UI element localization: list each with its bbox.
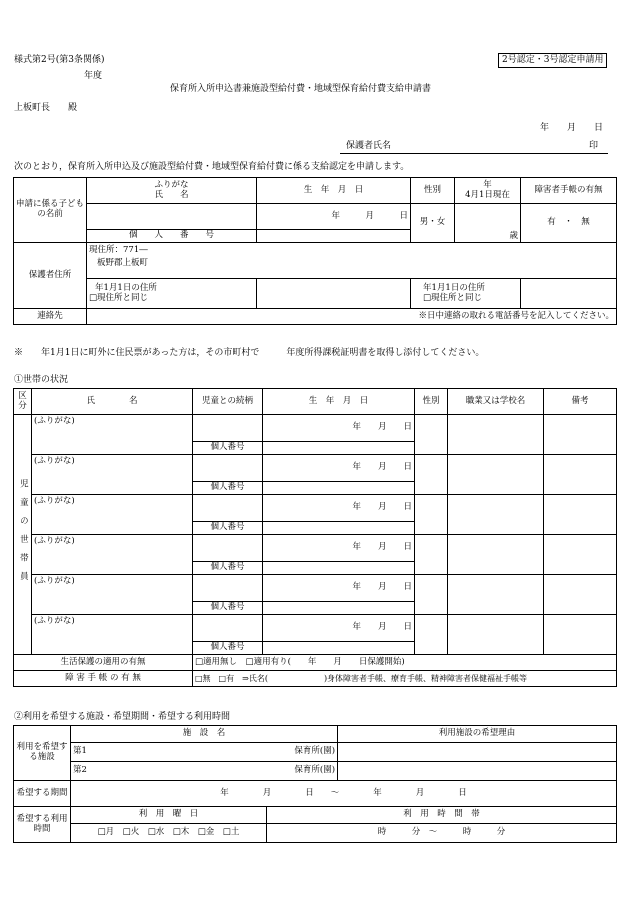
member-id-label: 個人番号 [193,642,263,655]
days-checkboxes[interactable]: □月 □火 □水 □木 □金 □土 [71,824,267,843]
member-id-label: 個人番号 [193,482,263,495]
first-reason-field[interactable] [338,743,617,762]
fiscal-year-label: 年度 [84,71,103,81]
member-birthdate-field[interactable]: 年 月 日 [263,455,415,482]
member-birthdate-field[interactable]: 年 月 日 [263,575,415,602]
member-remarks-field[interactable] [544,575,617,615]
guardian-address-label: 保護者住所 [14,243,87,309]
hours-field[interactable]: 時 分 ～ 時 分 [267,824,617,843]
handbook-field[interactable]: □無 □有 ⇒氏名( )身体障害者手帳、療育手帳、精神障害者保健福祉手帳等 [193,671,617,687]
member-id-grid[interactable] [263,442,415,455]
member-sex-field[interactable] [415,575,448,615]
member-sex-field[interactable] [415,415,448,455]
furigana-name-header: ふりがな 氏 名 [87,178,257,204]
member-name-field[interactable]: (ふりがな) [32,415,193,455]
jan1-address-field-2[interactable] [521,279,617,309]
member-id-label: 個人番号 [193,522,263,535]
days-header: 利 用 曜 日 [71,807,267,824]
birthdate-header: 生 年 月 日 [257,178,411,204]
member-relation-field[interactable] [193,415,263,442]
handbook-label: 障 害 手 帳 の 有 無 [14,671,193,687]
disability-header: 障害者手帳の有無 [521,178,617,204]
member-birthdate-field[interactable]: 年 月 日 [263,535,415,562]
member-remarks-field[interactable] [544,415,617,455]
jan1-address-label-2: 年1月1日の住所 □現住所と同じ [411,279,521,309]
income-certificate-note: ※ 年1月1日に町外に住民票があった方は，その市町村で 年度所得課税証明書を取得し添付してください。 [14,348,485,358]
col-occupation: 職業又は学校名 [448,389,544,415]
facility-name-header: 施 設 名 [71,726,338,743]
member-name-field[interactable]: (ふりがな) [32,535,193,575]
reason-header: 利用施設の希望理由 [338,726,617,743]
member-remarks-field[interactable] [544,455,617,495]
child-name-row-label: 申請に係る子どもの名前 [14,178,87,243]
col-name: 氏 名 [32,389,193,415]
member-sex-field[interactable] [415,615,448,655]
welfare-label: 生活保護の適用の有無 [14,655,193,671]
time-label: 希望する利用時間 [14,807,71,843]
member-id-label: 個人番号 [193,442,263,455]
second-choice-field[interactable]: 第2 保育所(園) [71,762,338,781]
child-disability-field[interactable]: 有 ・ 無 [521,204,617,243]
member-remarks-field[interactable] [544,535,617,575]
child-sex-field[interactable]: 男・女 [411,204,455,243]
member-occupation-field[interactable] [448,455,544,495]
hours-header: 利 用 時 間 帯 [267,807,617,824]
addressee: 上板町長 殿 [14,103,78,113]
member-remarks-field[interactable] [544,615,617,655]
application-type-badge: 2号認定・3号認定申請用 [498,53,607,68]
member-name-field[interactable]: (ふりがな) [32,615,193,655]
member-sex-field[interactable] [415,535,448,575]
member-birthdate-field[interactable]: 年 月 日 [263,615,415,642]
intro-text: 次のとおり，保育所入所申込及び施設型給付費・地域型保育給付費に係る支給認定を申請します。 [14,162,410,172]
jan1-address-field-1[interactable] [257,279,411,309]
member-id-grid[interactable] [263,562,415,575]
member-occupation-field[interactable] [448,415,544,455]
child-table [13,177,617,325]
age-header: 年 4月1日現在 [455,178,521,204]
member-relation-field[interactable] [193,455,263,482]
member-id-grid[interactable] [263,602,415,615]
member-id-label: 個人番号 [193,602,263,615]
form-number: 様式第2号(第3条関係) [14,55,105,65]
household-table [13,388,617,687]
first-choice-field[interactable]: 第1 保育所(園) [71,743,338,762]
child-age-field[interactable]: 歳 [455,204,521,243]
sex-header: 性別 [411,178,455,204]
period-label: 希望する期間 [14,781,71,807]
child-birthdate-field[interactable]: 年 月 日 [257,204,411,230]
member-id-grid[interactable] [263,522,415,535]
member-id-grid[interactable] [263,482,415,495]
member-occupation-field[interactable] [448,615,544,655]
col-relation: 児童との続柄 [193,389,263,415]
member-id-label: 個人番号 [193,562,263,575]
member-occupation-field[interactable] [448,535,544,575]
usage-section-title: ②利用を希望する施設・希望期間・希望する利用時間 [14,712,231,722]
personal-number-label: 個 人 番 号 [87,230,257,243]
welfare-field[interactable]: □適用無し □適用有り( 年 月 日保護開始) [193,655,617,671]
member-name-field[interactable]: (ふりがな) [32,575,193,615]
member-name-field[interactable]: (ふりがな) [32,495,193,535]
member-remarks-field[interactable] [544,495,617,535]
member-birthdate-field[interactable]: 年 月 日 [263,495,415,522]
facility-label: 利用を希望する施設 [14,726,71,781]
contact-label: 連絡先 [14,309,87,325]
contact-field[interactable]: ※日中連絡の取れる電話番号を記入してください。 [87,309,617,325]
personal-number-grid[interactable] [257,230,411,243]
member-birthdate-field[interactable]: 年 月 日 [263,415,415,442]
col-birthdate: 生 年 月 日 [263,389,415,415]
household-side-label: 児童の世帯員 [14,415,32,655]
form-title: 保育所入所申込書兼施設型給付費・地域型保育給付費支給申請書 [170,84,432,94]
col-remarks: 備考 [544,389,617,415]
col-division: 区分 [14,389,32,415]
second-reason-field[interactable] [338,762,617,781]
seal-mark: 印 [588,141,598,151]
member-sex-field[interactable] [415,455,448,495]
member-relation-field[interactable] [193,535,263,562]
member-sex-field[interactable] [415,495,448,535]
member-name-field[interactable]: (ふりがな) [32,455,193,495]
member-occupation-field[interactable] [448,575,544,615]
guardian-name-label: 保護者氏名 [346,141,392,151]
col-sex: 性別 [415,389,448,415]
member-relation-field[interactable] [193,615,263,642]
child-name-field[interactable] [87,204,257,230]
period-field[interactable]: 年 月 日 ～ 年 月 日 [71,781,617,807]
jan1-address-label-1: 年1月1日の住所 □現住所と同じ [87,279,257,309]
application-date[interactable]: 年 月 日 [540,123,604,133]
member-id-grid[interactable] [263,642,415,655]
member-relation-field[interactable] [193,495,263,522]
guardian-name-field[interactable] [340,142,608,154]
usage-table [13,725,617,843]
member-relation-field[interactable] [193,575,263,602]
member-occupation-field[interactable] [448,495,544,535]
current-address-field[interactable]: 現住所：771― 板野郡上板町 [87,243,617,279]
household-section-title: ①世帯の状況 [14,375,69,385]
